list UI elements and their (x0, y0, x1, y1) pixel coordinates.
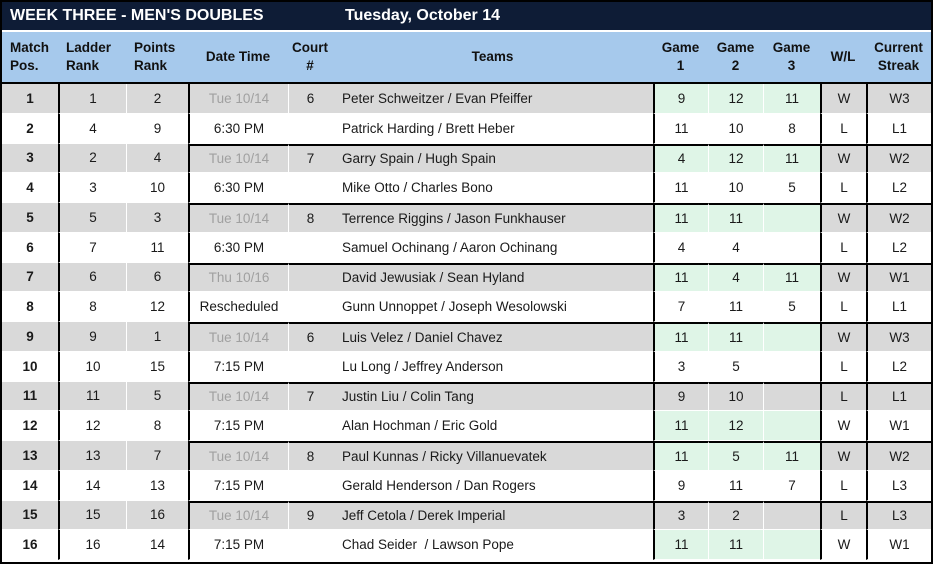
court-cell (288, 352, 332, 382)
match-pos-cell: 5 (2, 203, 58, 233)
date-title: Tuesday, October 14 (345, 7, 501, 24)
table-row (2, 322, 931, 352)
game2-cell: 11 (708, 530, 763, 560)
streak-cell: L2 (866, 352, 931, 382)
ladder-rank-cell: 14 (58, 471, 126, 501)
streak-cell: L2 (866, 233, 931, 263)
col-header-match-pos-line: Match (10, 40, 50, 55)
team-cell: Jeff Cetola / Derek Imperial (332, 501, 653, 531)
court-cell (288, 114, 332, 144)
table-row (2, 292, 931, 322)
date-time-cell: Tue 10/14 (188, 382, 288, 412)
game1-cell: 11 (653, 114, 708, 144)
col-header-ladder-rank-line: Ladder (66, 40, 112, 55)
win-loss-cell: W (820, 203, 866, 233)
col-header-streak-line: Current (874, 40, 923, 55)
table-row (2, 352, 931, 382)
team-cell: Gerald Henderson / Dan Rogers (332, 471, 653, 501)
win-loss-cell: W (820, 144, 866, 174)
game3-cell: 8 (763, 114, 820, 144)
match-pos-cell: 7 (2, 263, 58, 293)
match-pos-cell: 1 (2, 84, 58, 114)
points-rank-cell: 1 (126, 322, 188, 352)
court-cell: 9 (288, 501, 332, 531)
game1-cell: 4 (653, 144, 708, 174)
court-cell: 8 (288, 441, 332, 471)
ladder-rank-cell: 2 (58, 144, 126, 174)
team-cell: Patrick Harding / Brett Heber (332, 114, 653, 144)
court-cell (288, 530, 332, 560)
match-pos-cell: 12 (2, 411, 58, 441)
game1-cell: 11 (653, 411, 708, 441)
col-header-points-rank-line: Points (134, 40, 176, 55)
ladder-rank-cell: 12 (58, 411, 126, 441)
col-header-match-pos-line: Pos. (10, 58, 39, 73)
col-header-match-pos (2, 32, 58, 82)
game2-cell: 12 (708, 411, 763, 441)
game2-cell: 10 (708, 382, 763, 412)
game1-cell: 7 (653, 292, 708, 322)
team-cell: Chad Seider / Lawson Pope (332, 530, 653, 560)
streak-cell: W2 (866, 144, 931, 174)
table-row (2, 441, 931, 471)
col-header-court-line: # (306, 58, 314, 73)
court-cell (288, 233, 332, 263)
table-row (2, 471, 931, 501)
win-loss-cell: W (820, 322, 866, 352)
game3-cell: 11 (763, 441, 820, 471)
col-header-wl-line: W/L (830, 49, 856, 64)
game2-cell: 5 (708, 441, 763, 471)
date-time-cell: Tue 10/14 (188, 84, 288, 114)
points-rank-cell: 2 (126, 84, 188, 114)
team-cell: Alan Hochman / Eric Gold (332, 411, 653, 441)
match-pos-cell: 2 (2, 114, 58, 144)
table-row (2, 501, 931, 531)
table-row (2, 173, 931, 203)
match-pos-cell: 14 (2, 471, 58, 501)
game2-cell: 12 (708, 144, 763, 174)
date-time-cell: 7:15 PM (188, 411, 288, 441)
game1-cell: 11 (653, 322, 708, 352)
streak-cell: W2 (866, 441, 931, 471)
game2-cell: 4 (708, 263, 763, 293)
col-header-points-rank (126, 32, 188, 82)
points-rank-cell: 5 (126, 382, 188, 412)
points-rank-cell: 6 (126, 263, 188, 293)
match-pos-cell: 10 (2, 352, 58, 382)
court-cell: 8 (288, 203, 332, 233)
col-header-game2 (708, 32, 763, 82)
match-pos-cell: 11 (2, 382, 58, 412)
team-cell: Lu Long / Jeffrey Anderson (332, 352, 653, 382)
win-loss-cell: W (820, 84, 866, 114)
team-cell: Samuel Ochinang / Aaron Ochinang (332, 233, 653, 263)
game2-cell: 11 (708, 471, 763, 501)
game3-cell: 11 (763, 84, 820, 114)
ladder-rank-cell: 6 (58, 263, 126, 293)
table-row (2, 382, 931, 412)
win-loss-cell: L (820, 233, 866, 263)
table-row (2, 203, 931, 233)
team-cell: Luis Velez / Daniel Chavez (332, 322, 653, 352)
court-cell (288, 471, 332, 501)
win-loss-cell: L (820, 382, 866, 412)
table-row (2, 84, 931, 114)
date-time-cell: Thu 10/16 (188, 263, 288, 293)
ladder-rank-cell: 5 (58, 203, 126, 233)
streak-cell: L2 (866, 173, 931, 203)
win-loss-cell: W (820, 530, 866, 560)
page-title: WEEK THREE - MEN'S DOUBLES (10, 7, 264, 24)
team-cell: Terrence Riggins / Jason Funkhauser (332, 203, 653, 233)
game2-cell: 2 (708, 501, 763, 531)
col-header-game1-line: Game (661, 40, 700, 55)
col-header-streak-line: Streak (877, 58, 920, 73)
streak-cell: L1 (866, 382, 931, 412)
game1-cell: 11 (653, 441, 708, 471)
team-cell: Garry Spain / Hugh Spain (332, 144, 653, 174)
game2-cell: 12 (708, 84, 763, 114)
game2-cell: 11 (708, 322, 763, 352)
points-rank-cell: 11 (126, 233, 188, 263)
game1-cell: 9 (653, 471, 708, 501)
col-header-streak (866, 32, 931, 82)
team-cell: Justin Liu / Colin Tang (332, 382, 653, 412)
points-rank-cell: 13 (126, 471, 188, 501)
streak-cell: L1 (866, 292, 931, 322)
match-pos-cell: 15 (2, 501, 58, 531)
court-cell (288, 263, 332, 293)
date-time-cell: Tue 10/14 (188, 203, 288, 233)
game3-cell (763, 382, 820, 412)
table-row (2, 144, 931, 174)
court-cell (288, 173, 332, 203)
game2-cell: 11 (708, 203, 763, 233)
match-pos-cell: 4 (2, 173, 58, 203)
table-row (2, 530, 931, 560)
game3-cell: 5 (763, 292, 820, 322)
game3-cell: 11 (763, 144, 820, 174)
col-header-game2-line: Game (716, 40, 755, 55)
team-cell: Peter Schweitzer / Evan Pfeiffer (332, 84, 653, 114)
team-cell: David Jewusiak / Sean Hyland (332, 263, 653, 293)
game2-cell: 5 (708, 352, 763, 382)
win-loss-cell: L (820, 471, 866, 501)
match-pos-cell: 16 (2, 530, 58, 560)
court-cell: 6 (288, 322, 332, 352)
streak-cell: W3 (866, 84, 931, 114)
game1-cell: 3 (653, 501, 708, 531)
game1-cell: 3 (653, 352, 708, 382)
points-rank-cell: 3 (126, 203, 188, 233)
col-header-game1-line: 1 (676, 58, 685, 73)
match-rows (2, 84, 931, 560)
streak-cell: L3 (866, 501, 931, 531)
title-bar (2, 2, 931, 32)
ladder-rank-cell: 7 (58, 233, 126, 263)
win-loss-cell: L (820, 173, 866, 203)
streak-cell: W1 (866, 530, 931, 560)
ladder-rank-cell: 16 (58, 530, 126, 560)
game3-cell (763, 322, 820, 352)
points-rank-cell: 9 (126, 114, 188, 144)
table-row (2, 263, 931, 293)
col-header-game3-line: 3 (787, 58, 796, 73)
game3-cell (763, 203, 820, 233)
date-time-cell: Tue 10/14 (188, 501, 288, 531)
ladder-rank-cell: 13 (58, 441, 126, 471)
date-time-cell: 7:15 PM (188, 352, 288, 382)
points-rank-cell: 16 (126, 501, 188, 531)
column-header-row (2, 32, 931, 84)
game2-cell: 10 (708, 173, 763, 203)
streak-cell: W1 (866, 411, 931, 441)
points-rank-cell: 8 (126, 411, 188, 441)
date-time-cell: Tue 10/14 (188, 144, 288, 174)
date-time-cell: 6:30 PM (188, 173, 288, 203)
game1-cell: 11 (653, 530, 708, 560)
team-cell: Gunn Unnoppet / Joseph Wesolowski (332, 292, 653, 322)
ladder-rank-cell: 4 (58, 114, 126, 144)
win-loss-cell: L (820, 352, 866, 382)
col-header-teams-line: Teams (471, 49, 514, 64)
streak-cell: W2 (866, 203, 931, 233)
col-header-ladder-rank-line: Rank (66, 58, 100, 73)
court-cell: 7 (288, 144, 332, 174)
date-time-cell: 7:15 PM (188, 471, 288, 501)
date-time-cell: 7:15 PM (188, 530, 288, 560)
col-header-date-time-line: Date Time (205, 49, 271, 64)
col-header-court-line: Court (292, 40, 328, 55)
ladder-rank-cell: 3 (58, 173, 126, 203)
game3-cell: 7 (763, 471, 820, 501)
col-header-date-time (188, 32, 288, 82)
game2-cell: 4 (708, 233, 763, 263)
court-cell: 6 (288, 84, 332, 114)
date-time-cell: Tue 10/14 (188, 441, 288, 471)
col-header-game1 (653, 32, 708, 82)
col-header-wl (820, 32, 866, 82)
streak-cell: W3 (866, 322, 931, 352)
game2-cell: 10 (708, 114, 763, 144)
win-loss-cell: W (820, 411, 866, 441)
team-cell: Paul Kunnas / Ricky Villanuevatek (332, 441, 653, 471)
streak-cell: L1 (866, 114, 931, 144)
game1-cell: 11 (653, 173, 708, 203)
game1-cell: 4 (653, 233, 708, 263)
table-row (2, 411, 931, 441)
ladder-rank-cell: 9 (58, 322, 126, 352)
game1-cell: 9 (653, 382, 708, 412)
col-header-game2-line: 2 (731, 58, 740, 73)
points-rank-cell: 10 (126, 173, 188, 203)
game1-cell: 11 (653, 263, 708, 293)
game3-cell (763, 530, 820, 560)
game1-cell: 9 (653, 84, 708, 114)
game3-cell (763, 233, 820, 263)
game3-cell (763, 352, 820, 382)
court-cell (288, 411, 332, 441)
ladder-rank-cell: 15 (58, 501, 126, 531)
ladder-rank-cell: 1 (58, 84, 126, 114)
win-loss-cell: L (820, 501, 866, 531)
win-loss-cell: W (820, 441, 866, 471)
col-header-ladder-rank (58, 32, 126, 82)
game2-cell: 11 (708, 292, 763, 322)
points-rank-cell: 14 (126, 530, 188, 560)
table-row (2, 114, 931, 144)
court-cell (288, 292, 332, 322)
col-header-game3 (763, 32, 820, 82)
match-pos-cell: 3 (2, 144, 58, 174)
match-pos-cell: 13 (2, 441, 58, 471)
court-cell: 7 (288, 382, 332, 412)
match-pos-cell: 9 (2, 322, 58, 352)
points-rank-cell: 12 (126, 292, 188, 322)
match-pos-cell: 8 (2, 292, 58, 322)
date-time-cell: 6:30 PM (188, 114, 288, 144)
ladder-rank-cell: 11 (58, 382, 126, 412)
game3-cell: 5 (763, 173, 820, 203)
col-header-court (288, 32, 332, 82)
game3-cell: 11 (763, 263, 820, 293)
table-row (2, 233, 931, 263)
points-rank-cell: 7 (126, 441, 188, 471)
col-header-points-rank-line: Rank (134, 58, 168, 73)
ladder-rank-cell: 10 (58, 352, 126, 382)
game3-cell (763, 411, 820, 441)
date-time-cell: Rescheduled (188, 292, 288, 322)
team-cell: Mike Otto / Charles Bono (332, 173, 653, 203)
points-rank-cell: 4 (126, 144, 188, 174)
streak-cell: L3 (866, 471, 931, 501)
ladder-rank-cell: 8 (58, 292, 126, 322)
points-rank-cell: 15 (126, 352, 188, 382)
game3-cell (763, 501, 820, 531)
win-loss-cell: L (820, 114, 866, 144)
win-loss-cell: L (820, 292, 866, 322)
date-time-cell: 6:30 PM (188, 233, 288, 263)
date-time-cell: Tue 10/14 (188, 322, 288, 352)
streak-cell: W1 (866, 263, 931, 293)
col-header-teams (332, 32, 653, 82)
match-pos-cell: 6 (2, 233, 58, 263)
col-header-game3-line: Game (772, 40, 811, 55)
win-loss-cell: W (820, 263, 866, 293)
game1-cell: 11 (653, 203, 708, 233)
